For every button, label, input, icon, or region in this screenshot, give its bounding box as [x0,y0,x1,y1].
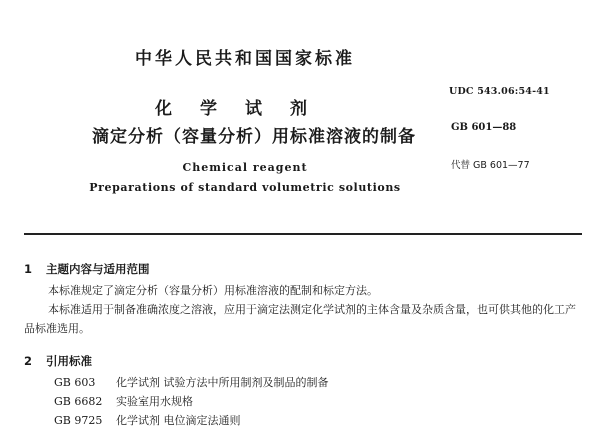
section-1-paragraph-2: 本标准适用于制备准确浓度之溶液，应用于滴定法测定化学试剂的主体含量及杂质含量，也可供其他的化工产品标准选用。 [24,303,576,335]
reference-title: 化学试剂 试验方法中所用制剂及制品的制备 [116,376,329,389]
section-number: 1 [24,262,33,276]
header-divider [24,233,582,235]
title-cn-line2: 滴定分析（容量分析）用标准溶液的制备 [92,127,416,147]
section-title: 引用标准 [46,354,92,368]
reference-code: GB 9725 [54,414,103,427]
title-en-line2: Preparations of standard volumetric solutions [89,181,401,194]
reference-title: 化学试剂 电位滴定法通则 [116,414,241,427]
replaces-standard: 代替 GB 601—77 [451,160,530,171]
national-standard-heading: 中华人民共和国国家标准 [135,49,355,69]
reference-item [54,412,241,428]
reference-title: 实验室用水规格 [116,395,193,408]
reference-code: GB 6682 [54,395,103,408]
gb-code: GB 601—88 [451,122,517,133]
section-1-heading [24,261,150,277]
title-en-line1: Chemical reagent [182,161,308,174]
title-cn-line1: 化学试剂 [155,99,335,119]
udc-code: UDC 543.06:54-41 [449,86,550,97]
section-1-paragraph-1: 本标准规定了滴定分析（容量分析）用标准溶液的配制和标定方法。 [48,284,378,297]
reference-item [54,374,329,390]
section-title: 主题内容与适用范围 [46,262,150,276]
reference-code: GB 603 [54,376,96,389]
section-number: 2 [24,354,33,368]
reference-item [54,393,193,409]
section-2-heading [24,353,92,369]
